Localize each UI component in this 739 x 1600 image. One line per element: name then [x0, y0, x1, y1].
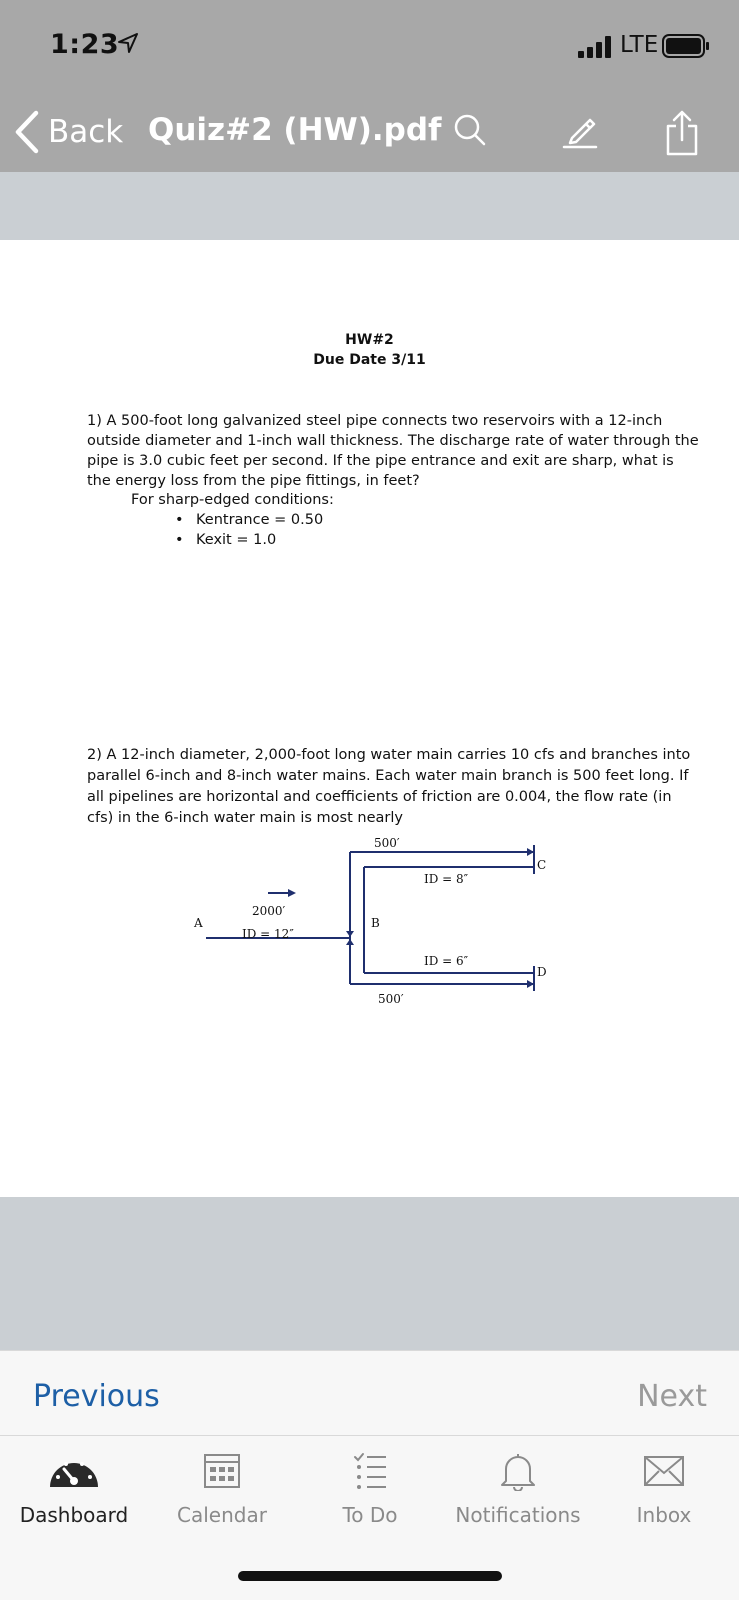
label-point-d: D	[537, 965, 547, 979]
bullet-icon: •	[175, 532, 184, 548]
q2-line: cfs) in the 6-inch water main is most nearly	[87, 810, 403, 826]
tab-calendar[interactable]	[148, 1451, 296, 1527]
nav-bar	[0, 90, 739, 172]
dashboard-icon	[46, 1451, 102, 1491]
tab-label: Notifications	[455, 1503, 581, 1527]
signal-icon	[578, 36, 616, 58]
label-point-c: C	[537, 858, 547, 872]
status-time: 1:23	[50, 29, 120, 60]
tab-inbox[interactable]	[590, 1451, 738, 1527]
q1-line: pipe is 3.0 cubic feet per second. If the pipe entrance and exit are sharp, what is	[87, 453, 674, 469]
q1-line: outside diameter and 1-inch wall thickness. The discharge rate of water through the	[87, 433, 699, 449]
arrowhead-b-top-icon	[346, 931, 354, 937]
tab-notifications[interactable]	[444, 1451, 592, 1527]
chevron-left-icon	[14, 110, 40, 154]
back-label: Back	[48, 114, 124, 150]
markup-pen-icon[interactable]	[560, 110, 600, 150]
next-button[interactable]: Next	[637, 1379, 707, 1414]
previous-button[interactable]: Previous	[33, 1379, 160, 1414]
label-point-b: B	[371, 916, 380, 930]
tab-label: Inbox	[636, 1503, 692, 1527]
arrowhead-c-icon	[527, 848, 534, 856]
arrowhead-b-bottom-icon	[346, 939, 354, 945]
bullet-icon: •	[175, 512, 184, 528]
share-icon[interactable]	[662, 110, 702, 158]
label-top-id: ID = 8″	[424, 872, 469, 886]
pdf-page[interactable]	[0, 240, 739, 1197]
arrowhead-d-icon	[527, 980, 534, 988]
doc-due-date: Due Date 3/11	[313, 352, 426, 368]
q1-line: 1) A 500-foot long galvanized steel pipe connects two reservoirs with a 12-inch	[87, 413, 663, 429]
q2-line: all pipelines are horizontal and coefficients of friction are 0.004, the flow rate (in	[87, 789, 672, 805]
search-icon[interactable]	[452, 110, 488, 150]
label-bottom-id: ID = 6″	[424, 954, 469, 968]
tab-dashboard[interactable]	[0, 1451, 148, 1527]
pipe-network-diagram	[0, 240, 739, 1197]
bottom-area	[0, 1350, 739, 1600]
q1-conditions-label: For sharp-edged conditions:	[131, 492, 334, 508]
q2-line: 2) A 12-inch diameter, 2,000-foot long water main carries 10 cfs and branches into	[87, 747, 691, 763]
tab-label: To Do	[342, 1503, 398, 1527]
document-title: Quiz#2 (HW).pdf	[148, 112, 442, 148]
pager	[0, 1351, 739, 1436]
label-bottom-length: 500′	[378, 992, 404, 1006]
tab-label: Calendar	[177, 1503, 267, 1527]
network-type: LTE	[620, 32, 659, 58]
page-gap-bottom	[0, 1197, 739, 1350]
status-bar	[0, 0, 739, 90]
location-arrow-icon	[117, 32, 139, 54]
doc-heading: HW#2	[345, 332, 394, 348]
home-indicator	[238, 1571, 502, 1581]
back-button[interactable]	[14, 110, 123, 154]
q1-bullet-kexit: Kexit = 1.0	[196, 532, 277, 548]
label-point-a: A	[194, 916, 203, 930]
flow-arrow-icon	[268, 889, 296, 897]
label-main-length: 2000′	[252, 904, 286, 918]
inbox-icon	[636, 1451, 692, 1491]
label-top-length: 500′	[374, 836, 400, 850]
q1-bullet-kentrance: Kentrance = 0.50	[196, 512, 324, 528]
q1-line: the energy loss from the pipe fittings, in feet?	[87, 473, 420, 489]
page-gap-top	[0, 172, 739, 240]
battery-icon	[662, 34, 710, 58]
calendar-icon	[194, 1451, 250, 1491]
tab-label: Dashboard	[19, 1503, 129, 1527]
todo-list-icon	[342, 1451, 398, 1491]
bell-icon	[490, 1451, 546, 1491]
label-main-id: ID = 12″	[242, 927, 294, 941]
q2-line: parallel 6-inch and 8-inch water mains. Each water main branch is 500 feet long. If	[87, 768, 689, 784]
tab-todo[interactable]	[296, 1451, 444, 1527]
